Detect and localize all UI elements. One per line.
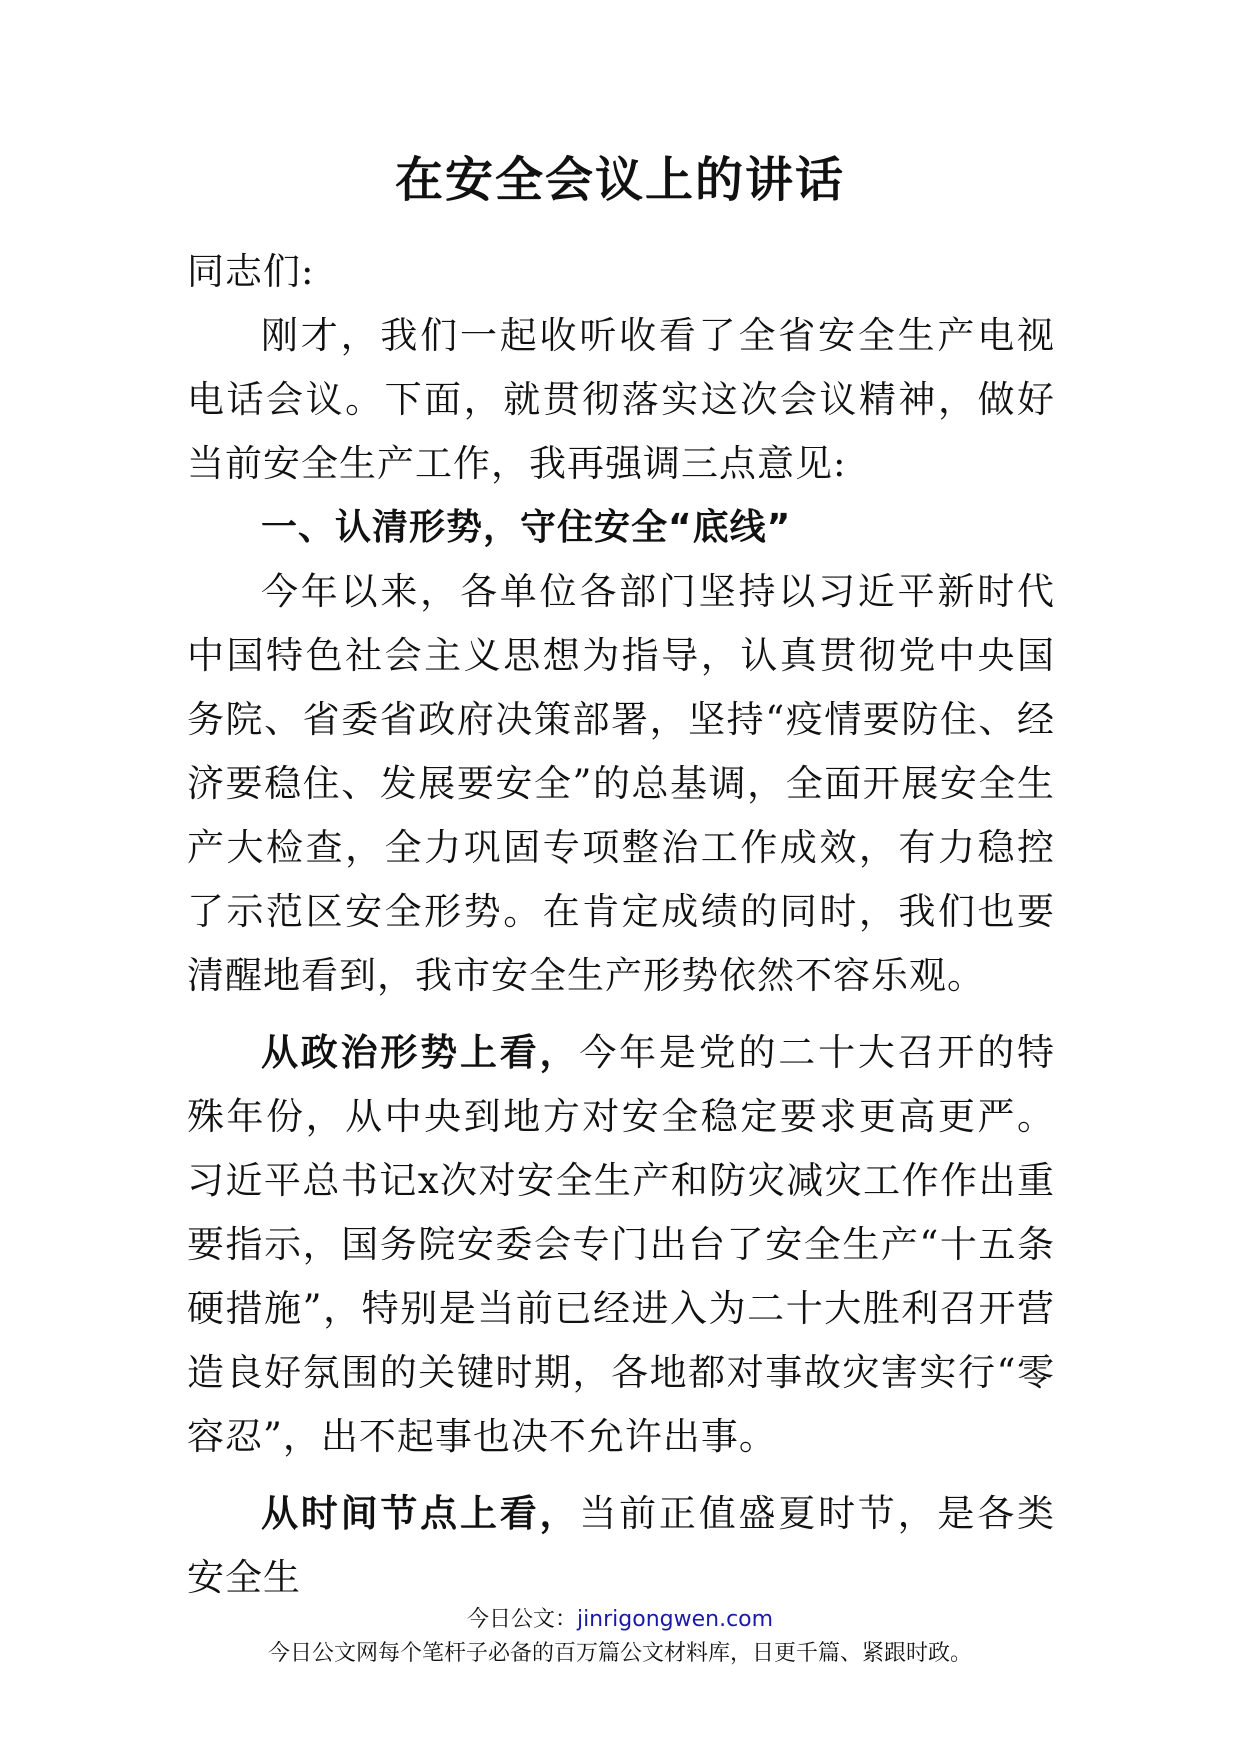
body-paragraph: [187, 1481, 1055, 1610]
body-paragraph: [187, 1020, 1055, 1469]
paragraph-lead: 从政治形势上看，: [261, 1030, 580, 1074]
footer-site-row: [0, 1603, 1240, 1637]
body-paragraph: 今年以来，各单位各部门坚持以习近平新时代中国特色社会主义思想为指导，认真贯彻党中央国务院、省委省政府决策部署，坚持“疫情要防住、经济要稳住、发展要安全”的总基调，全面开展安全生产大检查，全力巩固专项整治工作成效，有力稳控了示范区安全形势。在肯定成绩的同时，我们也要清醒地看到，我市安全生产形势依然不容乐观。: [187, 570, 1055, 997]
salutation: 同志们:: [187, 250, 315, 293]
paragraph-text: 今年是党的二十大召开的特殊年份，从中央到地方对安全稳定要求更高更严。习近平总书记x次对安全生产和防灾减灾工作作出重要指示，国务院安委会专门出台了安全生产“十五条硬措施”，特别是当前已经进入为二十大胜利召开营造良好氛围的关键时期，各地都对事故灾害实行“零容忍”，出不起事也决不允许出事。: [187, 1031, 1056, 1458]
document-title: 在安全会议上的讲话: [394, 152, 845, 208]
paragraph-text: 当前正值盛夏时节，是各类安全生: [187, 1492, 1056, 1599]
footer-slogan: 今日公文网每个笔杆子必备的百万篇公文材料库，日更千篇、紧跟时政。: [267, 1641, 972, 1666]
paragraph-lead: 从时间节点上看，: [261, 1491, 580, 1535]
footer: [0, 1603, 1240, 1671]
intro-paragraph: 刚才，我们一起收听收看了全省安全生产电视电话会议。下面，就贯彻落实这次会议精神，做好当前安全生产工作，我再强调三点意见:: [187, 314, 1055, 485]
document-body: [187, 240, 1055, 1610]
footer-site-label: 今日公文：: [466, 1607, 577, 1632]
section-heading: 一、认清形势，守住安全“底线”: [261, 507, 792, 548]
footer-site-link[interactable]: jinrigongwen.com: [576, 1607, 774, 1632]
